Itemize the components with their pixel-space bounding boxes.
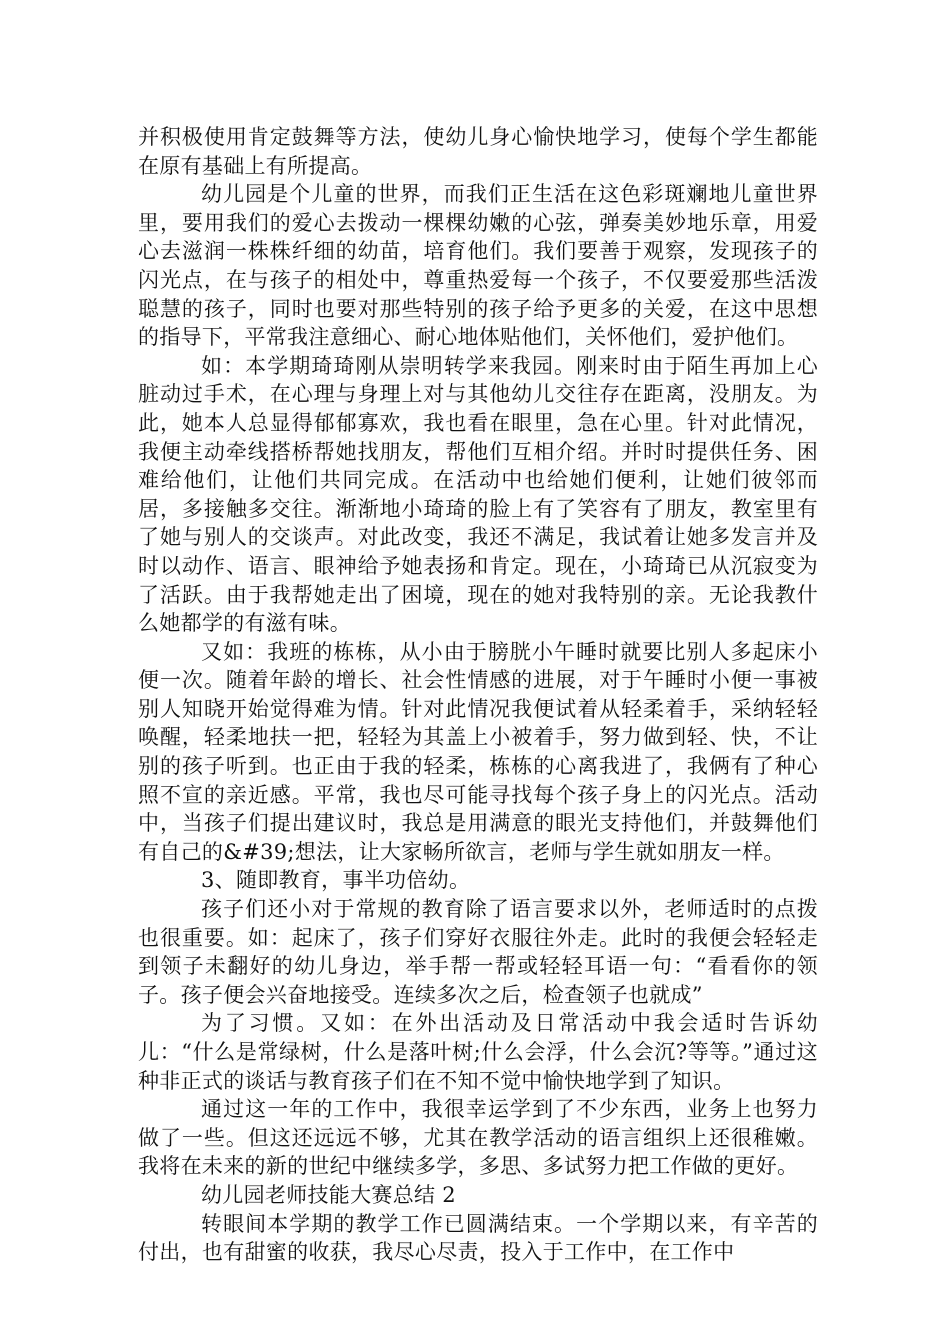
paragraph-6: 为了习惯。又如：在外出活动及日常活动中我会适时告诉幼儿：“什么是常绿树，什么是落叶树;什么会浮，什么会沉?等等。”通过这种非正式的谈话与教育孩子们在不知不觉中愉快地学到了知识。 — [138, 1011, 818, 1093]
paragraph-1: 并积极使用肯定鼓舞等方法，使幼儿身心愉快地学习，使每个学生都能在原有基础上有所提高。 — [138, 125, 818, 178]
paragraph-7: 通过这一年的工作中，我很幸运学到了不少东西，业务上也努力做了一些。但这还远远不够，尤其在教学活动的语言组织上还很稚嫩。我将在未来的新的世纪中继续多学，多思、多试努力把工作做的更好。 — [138, 1097, 818, 1179]
section-heading-3: 3、随即教育，事半功倍幼。 — [201, 868, 471, 893]
document-title-2: 幼儿园老师技能大赛总结 2 — [201, 1182, 456, 1207]
paragraph-8: 转眼间本学期的教学工作已圆满结束。一个学期以来，有辛苦的付出，也有甜蜜的收获，我尽心尽责，投入于工作中，在工作中 — [138, 1211, 818, 1265]
paragraph-4: 又如：我班的栋栋，从小由于膀胱小午睡时就要比别人多起床小便一次。随着年龄的增长、社会性情感的进展，对于午睡时小便一事被别人知晓开始觉得难为情。针对此情况我便试着从轻柔着手，采纳轻轻唤醒，轻柔地扶一把，轻轻为其盖上小被着手，努力做到轻、快，不让别的孩子听到。也正由于我的轻柔，栋栋的心离我进了，我俩有了种心照不宣的亲近感。平常，我也尽可能寻找每个孩子身上的闪光点。活动中，当孩子们提出建议时，我总是用满意的眼光支持他们，并鼓舞他们有自己的&#39;想法，让大家畅所欲言，老师与学生就如朋友一样。 — [138, 639, 818, 864]
document-body — [138, 123, 818, 1267]
paragraph-5: 孩子们还小对于常规的教育除了语言要求以外，老师适时的点拨也很重要。如：起床了，孩子们穿好衣服往外走。此时的我便会轻轻走到领子未翻好的幼儿身边，举手帮一帮或轻轻耳语一句：“看看你的领子。孩子便会兴奋地接受。连续多次之后，检查领子也就成” — [138, 897, 818, 1007]
paragraph-2: 幼儿园是个儿童的世界，而我们正生活在这色彩斑斓地儿童世界里，要用我们的爱心去拨动一棵棵幼嫩的心弦，弹奏美妙地乐章，用爱心去滋润一株株纤细的幼苗，培育他们。我们要善于观察，发现孩子的闪光点，在与孩子的相处中，尊重热爱每一个孩子，不仅要爱那些活泼聪慧的孩子，同时也要对那些特别的孩子给予更多的关爱，在这中思想的指导下，平常我注意细心、耐心地体贴他们，关怀他们，爱护他们。 — [138, 182, 818, 350]
paragraph-3: 如：本学期琦琦刚从崇明转学来我园。刚来时由于陌生再加上心脏动过手术，在心理与身理上对与其他幼儿交往存在距离，没朋友。为此，她本人总显得郁郁寡欢，我也看在眼里，急在心里。针对此情况，我便主动牵线搭桥帮她找朋友，帮他们互相介绍。并时时提供任务、困难给他们，让他们共同完成。在活动中也给她们便利，让她们彼邻而居，多接触多交往。渐渐地小琦琦的脸上有了笑容有了朋友，教室里有了她与别人的交谈声。对此改变，我还不满足，我试着让她多发言并及时以动作、语言、眼神给予她表扬和肯定。现在，小琦琦已从沉寂变为了活跃。由于我帮她走出了困境，现在的她对我特别的亲。无论我教什么她都学的有滋有味。 — [138, 353, 818, 636]
